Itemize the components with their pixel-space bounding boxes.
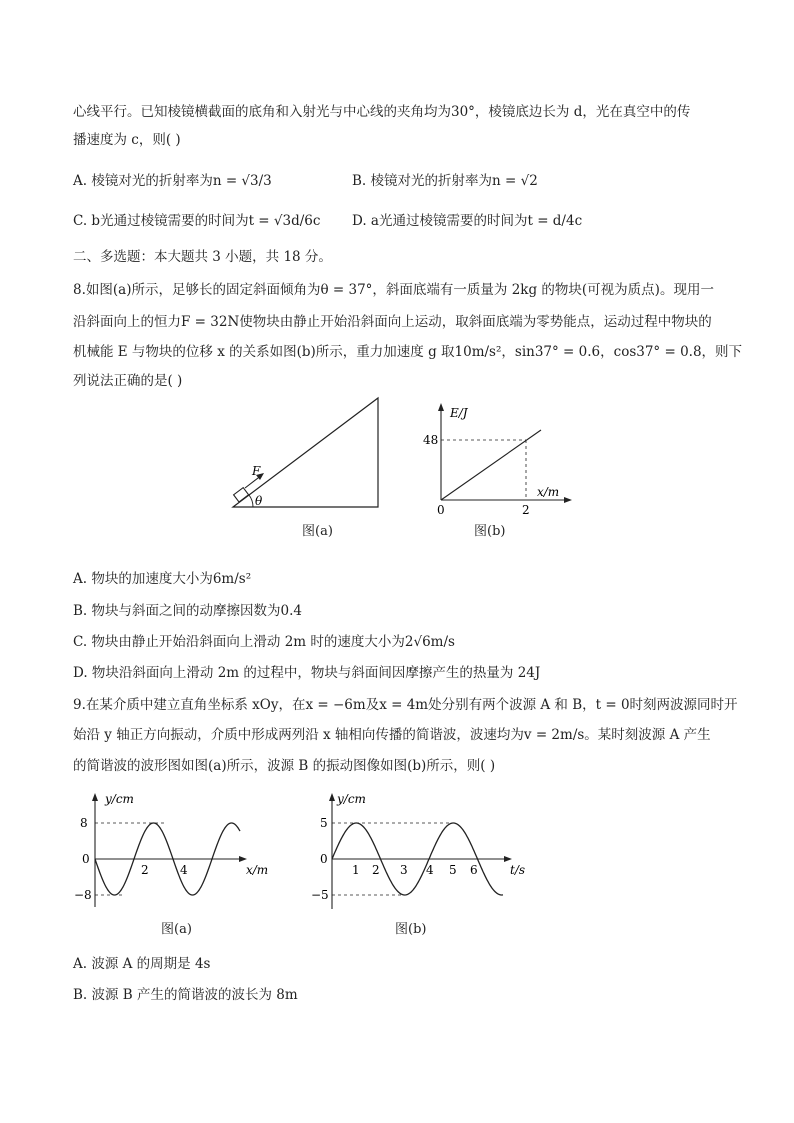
y-axis-label: E/J <box>450 406 468 420</box>
y-max-label: 8 <box>80 816 88 830</box>
t-tick-4: 4 <box>426 863 434 877</box>
section-heading: 二、多选题：本大题共 3 小题，共 18 分。 <box>73 249 332 265</box>
y-axis-label: y/cm <box>105 792 134 806</box>
incline-triangle <box>233 398 378 507</box>
y-axis-arrow <box>92 793 98 801</box>
q8-figure-b <box>415 400 575 520</box>
x-tick-2: 2 <box>141 863 149 877</box>
x-axis-label: x/m <box>246 863 269 877</box>
x-tick: 2 <box>522 503 530 517</box>
y-min-label: −8 <box>74 888 92 902</box>
force-label: F <box>252 464 261 478</box>
q8-option-c: C. 物块由静止开始沿斜面向上滑动 2m 时的速度大小为2√6m/s <box>73 634 455 650</box>
q7-stem-line-1: 心线平行。已知棱镜横截面的底角和入射光与中心线的夹角均为30°，棱镜底边长为 d，光在真空中的传 <box>73 104 691 120</box>
q7-option-a: A. 棱镜对光的折射率为n = √3/3 <box>73 173 272 189</box>
origin-label: 0 <box>320 852 328 866</box>
q8-option-b: B. 物块与斜面之间的动摩擦因数为0.4 <box>73 603 302 619</box>
q7-option-d: D. a光通过棱镜需要的时间为t = d/4c <box>352 213 583 229</box>
t-axis-label: t/s <box>510 863 526 877</box>
origin-label: 0 <box>82 852 90 866</box>
q9-stem-line-2: 始沿 y 轴正方向振动，介质中形成两列沿 x 轴相向传播的简谐波，波速均为v = 2m/s。某时刻波源 A 产生 <box>73 727 711 743</box>
q9-option-a: A. 波源 A 的周期是 4s <box>73 956 211 972</box>
q9-figure-b <box>300 785 535 915</box>
y-axis-arrow <box>329 793 335 801</box>
q8-figure-a <box>215 390 390 515</box>
q9-option-b: B. 波源 B 产生的简谐波的波长为 8m <box>73 987 298 1003</box>
x-axis-arrow <box>564 497 572 503</box>
q7-option-c: C. b光通过棱镜需要的时间为t = √3d/6c <box>73 213 321 229</box>
x-axis-arrow <box>239 856 247 862</box>
q9-caption-a: 图(a) <box>161 922 192 937</box>
t-tick-2: 2 <box>372 863 380 877</box>
t-tick-5: 5 <box>449 863 457 877</box>
q9-stem-line-3: 的简谐波的波形图如图(a)所示，波源 B 的振动图像如图(b)所示，则( ) <box>73 758 496 774</box>
t-axis-arrow <box>504 856 512 862</box>
q9-stem-line-1: 9.在某介质中建立直角坐标系 xOy，在x = −6m及x = 4m处分别有两个波源 A 和 B，t = 0时刻两波源同时开 <box>73 697 738 713</box>
q7-stem-line-2: 播速度为 c，则( ) <box>73 132 181 148</box>
angle-label: θ <box>255 494 263 508</box>
q8-caption-b: 图(b) <box>474 524 506 539</box>
q8-stem-line-4: 列说法正确的是( ) <box>73 373 183 389</box>
t-tick-3: 3 <box>400 863 408 877</box>
q8-stem-line-2: 沿斜面向上的恒力F = 32N使物块由静止开始沿斜面向上运动，取斜面底端为零势能点，运动过程中物块的 <box>73 314 712 330</box>
t-tick-6: 6 <box>470 863 478 877</box>
block <box>234 488 249 502</box>
origin-label: 0 <box>437 503 445 517</box>
y-max-label: 5 <box>320 816 328 830</box>
y-axis-arrow <box>438 403 444 411</box>
y-axis-label: y/cm <box>337 792 366 806</box>
y-min-label: −5 <box>311 888 329 902</box>
x-axis-label: x/m <box>537 485 560 499</box>
q8-option-d: D. 物块沿斜面向上滑动 2m 的过程中，物块与斜面间因摩擦产生的热量为 24J <box>73 665 541 681</box>
q8-stem-line-3: 机械能 E 与物块的位移 x 的关系如图(b)所示，重力加速度 g 取10m/s²，sin37° = 0.6，cos37° = 0.8，则下 <box>73 344 743 360</box>
q8-caption-a: 图(a) <box>302 524 333 539</box>
t-tick-1: 1 <box>352 863 360 877</box>
q7-option-b: B. 棱镜对光的折射率为n = √2 <box>352 173 538 189</box>
angle-arc <box>249 495 253 507</box>
x-tick-4: 4 <box>180 863 188 877</box>
q8-option-a: A. 物块的加速度大小为6m/s² <box>73 571 252 587</box>
q8-stem-line-1: 8.如图(a)所示，足够长的固定斜面倾角为θ = 37°，斜面底端有一质量为 2kg 的物块(可视为质点)。现用一 <box>73 282 714 298</box>
q9-caption-b: 图(b) <box>395 922 427 937</box>
y-tick: 48 <box>423 433 439 447</box>
q9-figure-a <box>70 785 285 915</box>
